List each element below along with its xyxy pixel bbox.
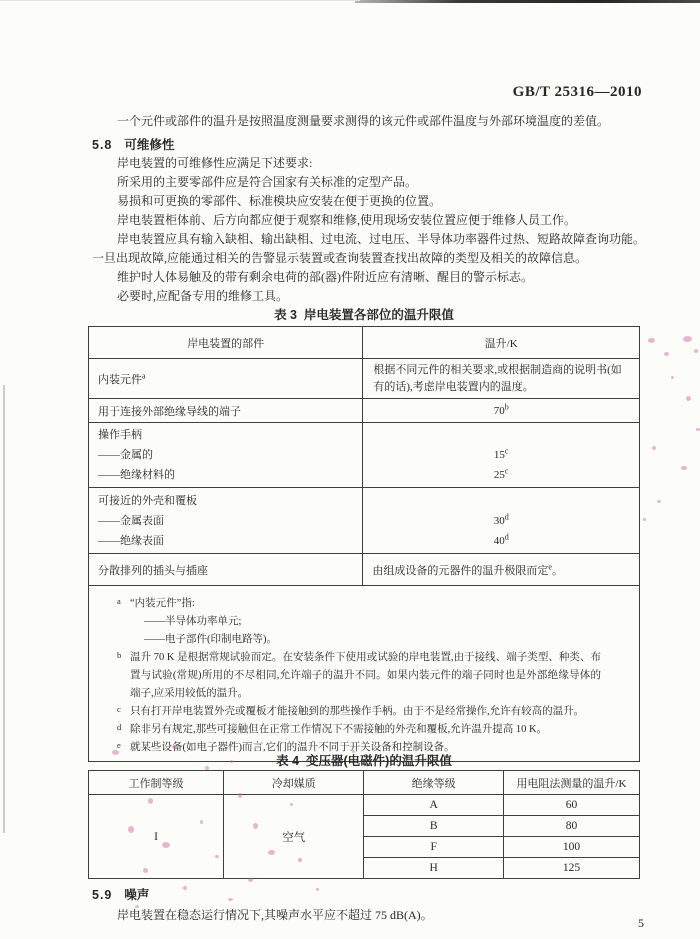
body-line: 所采用的主要零部件应是符合国家有关标准的定型产品。 (117, 175, 418, 189)
section-5-8-heading (92, 135, 174, 153)
scan-stain (228, 898, 233, 901)
scan-stain (135, 905, 139, 908)
scan-stain (128, 826, 134, 833)
scan-stain (290, 803, 293, 806)
table4-header-rise: 用电阻法测量的温升/K (503, 771, 639, 795)
body-line: 必要时,应配备专用的维修工具。 (117, 289, 289, 303)
table4-rise-value: 125 (503, 858, 639, 879)
table3-header-part: 岸电装置的部件 (89, 327, 363, 359)
scan-stain (162, 842, 170, 848)
scan-stain (215, 855, 219, 858)
scan-stain (148, 798, 153, 804)
body-line: 岸电装置应具有输入缺相、输出缺相、过电流、过电压、半导体功率器件过热、短路故障查询功能。 (117, 232, 646, 246)
scan-stain (694, 349, 698, 353)
table4-caption: 表 4 变压器(电磁件)的温升限值 (276, 754, 452, 768)
section-number: 5.8 (92, 138, 113, 152)
scan-stain (238, 793, 242, 798)
footnote-e: e 就某些设备(如电子器件)而言,它们的温升不同于开关设备和控制设备。 (117, 740, 455, 753)
scan-edge-left (3, 385, 5, 833)
table4-insulation-class: H (364, 858, 503, 879)
intro-paragraph: 一个元件或部件的温升是按照温度测量要求测得的该元件或部件温度与外部环境温度的差值。 (117, 114, 610, 128)
scan-stain (683, 336, 692, 342)
table4-rise-value: 60 (503, 795, 639, 816)
body-line: 一旦出现故障,应能通过相关的告警显示装置或查询装置查找出故障的类型及相关的故障信息。 (92, 251, 588, 265)
table4-insulation-class: B (364, 816, 503, 837)
scan-stain (253, 823, 258, 829)
scan-stain (681, 466, 687, 470)
scan-stain (248, 878, 253, 882)
table4-insulation-class: A (364, 795, 503, 816)
body-line: 易损和可更换的零部件、标准模块应安装在便于更换的位置。 (117, 194, 442, 208)
section-5-9-heading (92, 885, 149, 903)
scan-stain (172, 745, 178, 749)
scan-stain (183, 886, 187, 890)
body-line: 岸电装置柜体前、后方向都应便于观察和维修,使用现场安装位置应便于维修人员工作。 (117, 213, 577, 227)
footnote-c: c 只有打开岸电装置外壳或覆板才能接触到的那些操作手柄。由于不是经常操作,允许有较高的温升。 (117, 704, 585, 717)
table3-row-part: 操作手柄 ——金属的 ——绝缘材料的 (89, 423, 363, 488)
section-title: 可维修性 (124, 138, 175, 152)
table3-row-value: 15$^c$ 25$^c$ (363, 423, 640, 488)
footnote-d: d 除非另有规定,那些可接触但在正常工作情况下不需接触的外壳和覆板,允许温升提高 10 K。 (117, 722, 548, 735)
scan-stain (648, 338, 655, 343)
table3 (88, 326, 640, 762)
footnote-a: a “内装元件”指: ——半导体功率单元; ——电子部件(印制电路等)。 (117, 596, 277, 645)
table4 (88, 770, 640, 879)
page-number: 5 (638, 916, 644, 930)
table3-row-part: 用于连接外部绝缘导线的端子 (89, 399, 363, 423)
section-number: 5.9 (92, 888, 113, 902)
footnote-b: b 温升 70 K 是根据常规试验而定。在安装条件下使用或试验的岸电装置,由于接线、端子类型、种类、布置与试验(常规)所用的不尽相同,允许端子的温升不同。如果内装元件的端子同时也是外部绝缘导体的端子,应采用较低的温升。 (117, 650, 601, 699)
scan-stain (298, 858, 302, 862)
scan-stain (671, 376, 674, 379)
scan-stain (230, 760, 233, 763)
table3-row-value: 根据不同元件的相关要求,或根据制造商的说明书(如有的话),考虑岸电装置内的温度。 (363, 359, 640, 399)
table3-row-value: 70$^b$ (363, 399, 640, 423)
scan-edge-top-faint (0, 0, 360, 1)
table3-row-value: 由组成设备的元器件的温升极限而定$^e$。 (363, 554, 640, 586)
table4-header-coolant: 冷却媒质 (223, 771, 364, 795)
table3-caption: 表 3 岸电装置各部位的温升限值 (274, 308, 454, 322)
noise-paragraph: 岸电装置在稳态运行情况下,其噪声水平应不超过 75 dB(A)。 (117, 908, 433, 922)
table4-insulation-class: F (364, 837, 503, 858)
scan-stain (316, 888, 319, 891)
table4-rise-value: 100 (503, 837, 639, 858)
section-title: 噪声 (124, 888, 150, 902)
table4-rise-value: 80 (503, 816, 639, 837)
scan-edge-top (355, 0, 700, 3)
table4-coolant: 空气 (223, 795, 364, 879)
scan-stain (657, 500, 661, 503)
scan-stain (205, 766, 209, 770)
body-line: 岸电装置的可维修性应满足下述要求: (117, 156, 313, 170)
table4-duty-class: I (89, 795, 224, 879)
scan-stain (643, 518, 646, 521)
scan-stain (352, 750, 355, 753)
scan-stain (652, 446, 656, 450)
table3-footnotes (89, 586, 640, 762)
scan-stain (268, 850, 275, 855)
table4-header-class: 绝缘等级 (364, 771, 503, 795)
scan-stain (664, 352, 669, 356)
scan-stain (686, 396, 691, 401)
table3-header-rise: 温升/K (363, 327, 640, 359)
scan-stain (200, 820, 203, 824)
standard-code: GB/T 25316—2010 (512, 84, 642, 100)
table3-row-part: 分散排列的插头与插座 (89, 554, 363, 586)
table4-header-duty: 工作制等级 (89, 771, 224, 795)
table3-row-part: 可接近的外壳和覆板 ——金属表面 ——绝缘表面 (89, 488, 363, 554)
scan-stain (112, 750, 119, 755)
table3-row-part: 内装元件$^a$ (89, 359, 363, 399)
scan-stain (143, 868, 148, 873)
scan-stain (696, 428, 700, 431)
body-line: 维护时人体易触及的带有剩余电荷的部(器)件附近应有清晰、醒目的警示标志。 (117, 270, 533, 284)
table3-row-value: 30$^d$ 40$^d$ (363, 488, 640, 554)
